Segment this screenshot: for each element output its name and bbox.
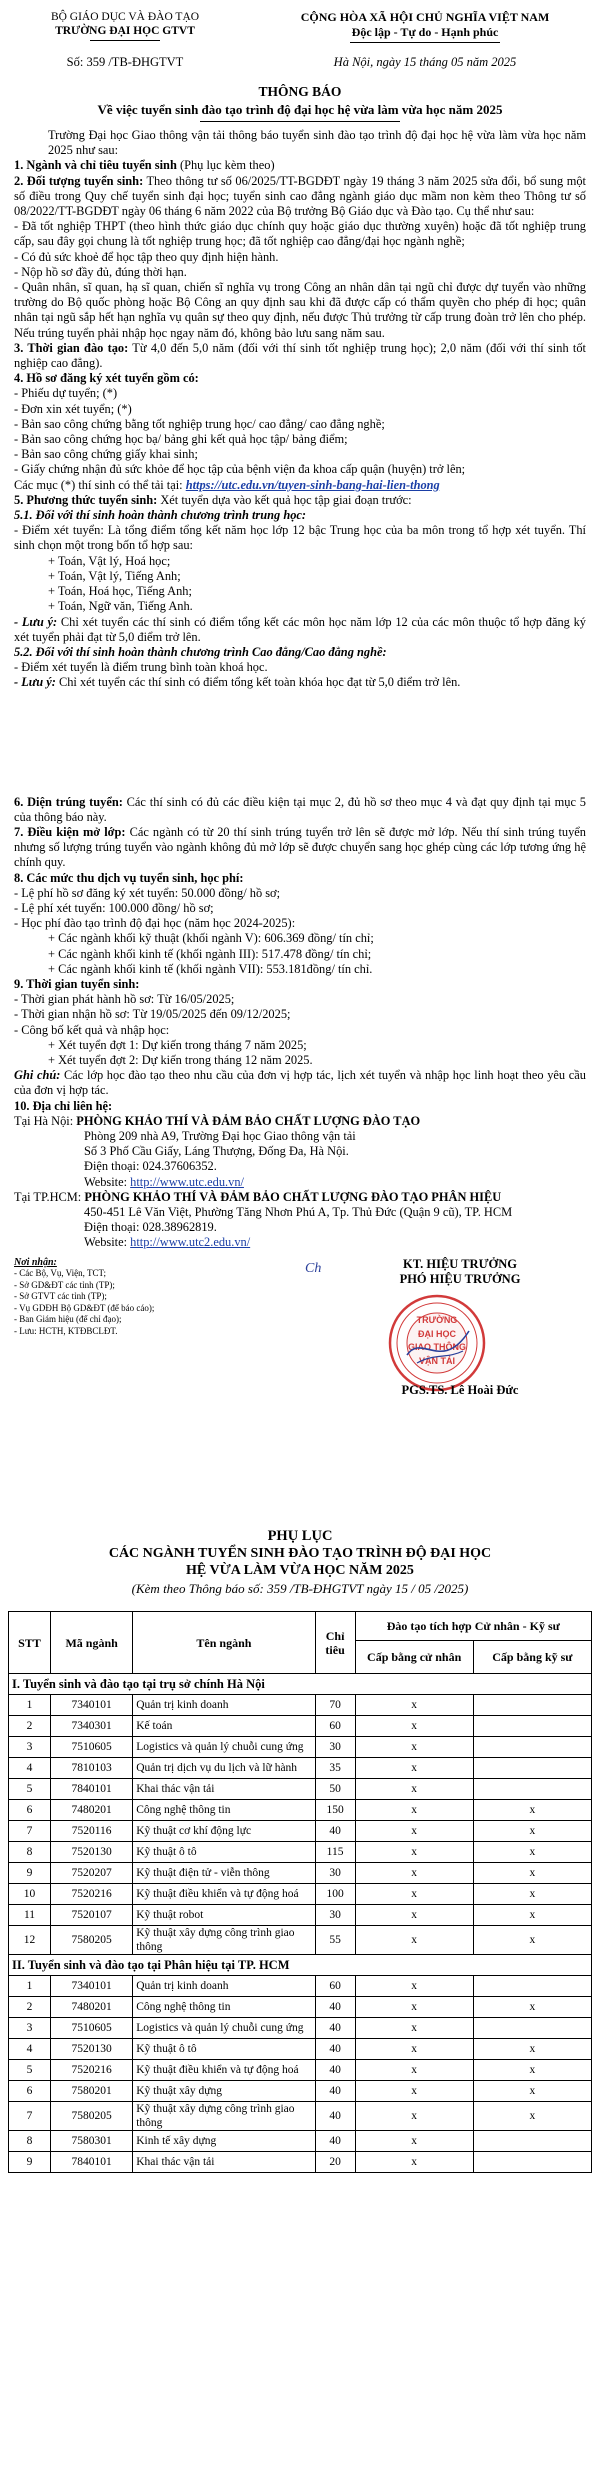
cell-stt: 2 (9, 1716, 51, 1737)
schedule-item: - Thời gian nhận hồ sơ: Từ 19/05/2025 đến 09/12/2025; (14, 1007, 291, 1022)
cell-code: 7520130 (51, 2039, 133, 2060)
cell-stt: 3 (9, 2018, 51, 2039)
cell-name: Kỹ thuật điều khiển và tự động hoá (133, 1884, 315, 1905)
cell-quota: 20 (315, 2152, 355, 2173)
col-header-name: Tên ngành (133, 1612, 315, 1674)
cell-engineer (473, 1716, 591, 1737)
cell-quota: 40 (315, 1997, 355, 2018)
table-row (9, 1821, 592, 1842)
schedule-item: - Công bố kết quả và nhập học: (14, 1022, 170, 1037)
cell-engineer (473, 1758, 591, 1779)
hanoi-prefix: Tại Hà Nội: (14, 1113, 77, 1128)
section-4-item: - Đơn xin xét tuyển; (*) (14, 401, 132, 416)
section-7-text: Các ngành có từ 20 thí sinh trúng tuyển trở lên sẽ được mở lớp. Nếu thí sinh trúng tuyển nhưng số lượng trúng tuyển vào ngành không đủ mở lớp sẽ được chuyển sang học ghép cùng các lớp tương ứng hệ chính quy. (14, 824, 586, 870)
section-2-item: - Có đủ sức khoẻ để học tập theo quy định hiện hành. (14, 249, 279, 264)
cell-engineer (473, 2018, 591, 2039)
cell-bachelor: x (355, 1800, 473, 1821)
col-header-bachelor: Cấp bằng cử nhân (355, 1641, 473, 1674)
section-3-heading: 3. Thời gian đào tạo: (14, 340, 129, 355)
cell-engineer (473, 1976, 591, 1997)
cell-quota: 60 (315, 1976, 355, 1997)
cell-name: Quản trị kinh doanh (133, 1976, 315, 1997)
cell-name: Quản trị dịch vụ du lịch và lữ hành (133, 1758, 315, 1779)
recipient-item: - Sở GTVT các tỉnh (TP); (14, 1291, 107, 1302)
section-5-heading: 5. Phương thức tuyển sinh: (14, 492, 158, 507)
subtitle-divider (200, 121, 400, 122)
website-label: Website: (84, 1174, 131, 1189)
signer-role-1: KT. HIỆU TRƯỞNG (402, 1256, 518, 1271)
section-5 (14, 493, 586, 508)
table-row (9, 2081, 592, 2102)
section-5-2-text: - Điểm xét tuyển là điểm trung bình toàn khoá học. (14, 660, 268, 675)
cell-engineer: x (473, 1884, 591, 1905)
table-row (9, 2018, 592, 2039)
note-text: Chỉ xét tuyển các thí sinh có điểm tổng kết toàn khóa học đạt từ 5,0 điểm trở lên. (55, 675, 461, 690)
tuition-rate: + Các ngành khối kinh tế (khối ngành III): 517.478 đồng/ tín chỉ; (48, 946, 372, 961)
download-link[interactable]: https://utc.edu.vn/tuyen-sinh-bang-hai-lien-thong (185, 477, 440, 492)
table-row (9, 1758, 592, 1779)
note-label: Ghi chú: (14, 1068, 61, 1083)
table-row (9, 1997, 592, 2018)
section-2-item: - Đã tốt nghiệp THPT (theo hình thức giáo dục chính quy hoặc giáo dục thường xuyên) hoặc đã tốt nghiệp trung cấp, sau đây gọi chung là tốt nghiệp trung học; đã tốt nghiệp cao đẳng/đại học ngành nghề; (14, 219, 586, 249)
table-section-row (9, 1674, 592, 1695)
intro-paragraph: Trường Đại học Giao thông vận tải thông báo tuyển sinh đào tạo trình độ đại học hệ vừa làm vừa học năm 2025 như sau: (48, 128, 586, 158)
cell-name: Công nghệ thông tin (133, 1997, 315, 2018)
cell-name: Kỹ thuật xây dựng công trình giao thông (133, 1926, 315, 1955)
header-divider (90, 40, 160, 41)
notice-body (0, 128, 600, 1251)
section-10-heading: 10. Địa chỉ liên hệ: (14, 1098, 113, 1113)
national-motto: Độc lập - Tự do - Hạnh phúc (351, 25, 499, 39)
cell-engineer (473, 1695, 591, 1716)
col-header-engineer: Cấp bằng kỹ sư (473, 1641, 591, 1674)
cell-name: Công nghệ thông tin (133, 1800, 315, 1821)
cell-name: Kỹ thuật ô tô (133, 1842, 315, 1863)
cell-stt: 3 (9, 1737, 51, 1758)
page-break-space (14, 691, 586, 795)
programs-table (8, 1611, 592, 2173)
cell-engineer: x (473, 1926, 591, 1955)
cell-code: 7520107 (51, 1905, 133, 1926)
cell-code: 7510605 (51, 2018, 133, 2039)
cell-engineer: x (473, 2081, 591, 2102)
cell-quota: 150 (315, 1800, 355, 1821)
section-4-item: - Bản sao công chứng bằng tốt nghiệp trung học/ cao đẳng/ cao đẳng nghề; (14, 416, 385, 431)
cell-code: 7520130 (51, 1842, 133, 1863)
cell-bachelor: x (355, 1863, 473, 1884)
cell-code: 7480201 (51, 1800, 133, 1821)
hanoi-contact (14, 1114, 586, 1129)
cell-bachelor: x (355, 2081, 473, 2102)
section-4-item: - Bản sao công chứng học bạ/ bảng ghi kết quả học tập/ bảng điểm; (14, 432, 348, 447)
cell-quota: 40 (315, 2131, 355, 2152)
section-5-1-text: - Điểm xét tuyển: Là tổng điểm tổng kết năm học lớp 12 bậc Trung học của ba môn trong tổ hợp xét tuyển. Thí sinh chọn một trong bốn tổ hợp sau: (14, 523, 586, 553)
cell-stt: 1 (9, 1695, 51, 1716)
cell-engineer: x (473, 1997, 591, 2018)
recipient-item: - Vụ GDĐH Bộ GD&ĐT (để báo cáo); (14, 1302, 155, 1313)
cell-bachelor: x (355, 1884, 473, 1905)
cell-bachelor: x (355, 2018, 473, 2039)
cell-engineer: x (473, 1863, 591, 1884)
cell-quota: 30 (315, 1737, 355, 1758)
fee-item: - Lệ phí xét tuyển: 100.000 đồng/ hồ sơ; (14, 900, 214, 915)
notice-subtitle: Về việc tuyển sinh đào tạo trình độ đại học hệ vừa làm vừa học năm 2025 (97, 102, 503, 117)
table-row (9, 2102, 592, 2131)
appendix-reference: (Kèm theo Thông báo số: 359 /TB-ĐHGTVT ngày 15 / 05 /2025) (131, 1581, 469, 1596)
cell-quota: 70 (315, 1695, 355, 1716)
signer-role-2: PHÓ HIỆU TRƯỞNG (399, 1271, 521, 1286)
table-row (9, 1800, 592, 1821)
cell-quota: 40 (315, 2102, 355, 2131)
recipient-item: - Sở GD&ĐT các tỉnh (TP); (14, 1279, 115, 1290)
national-heading (260, 10, 590, 43)
cell-quota: 30 (315, 1863, 355, 1884)
col-header-quota: Chỉ tiêu (315, 1612, 355, 1674)
section-4-heading: 4. Hồ sơ đăng ký xét tuyển gồm có: (14, 371, 199, 386)
section-8-heading: 8. Các mức thu dịch vụ tuyển sinh, học phí: (14, 870, 244, 885)
cell-bachelor: x (355, 1905, 473, 1926)
table-row (9, 1905, 592, 1926)
cell-code: 7340101 (51, 1695, 133, 1716)
cell-name: Kỹ thuật điều khiển và tự động hoá (133, 2060, 315, 2081)
cell-stt: 9 (9, 1863, 51, 1884)
cell-quota: 60 (315, 1716, 355, 1737)
notice-title: THÔNG BÁO (258, 84, 342, 99)
recipients-list (14, 1257, 264, 1338)
tuition-rate: + Các ngành khối kinh tế (khối ngành VII): 553.181đồng/ tín chỉ. (48, 961, 373, 976)
cell-engineer (473, 1779, 591, 1800)
cell-name: Logistics và quản lý chuỗi cung ứng (133, 2018, 315, 2039)
section-3 (14, 341, 586, 371)
cell-engineer: x (473, 1821, 591, 1842)
subject-combo: + Toán, Vật lý, Tiếng Anh; (48, 568, 181, 583)
cell-name: Kế toán (133, 1716, 315, 1737)
section-2-text: Theo thông tư số 06/2025/TT-BGDĐT ngày 19 tháng 3 năm 2025 sửa đổi, bổ sung một số điều trong Quy chế tuyển sinh đại học; tuyển sinh cao đẳng ngành giáo dục mầm non kèm theo Thông tư số 08/2022/TT-BGDĐT ngày 06 tháng 6 năm 2022 của Bộ trưởng Bộ Giáo dục và Đào tạo. Cụ thể như sau: (14, 173, 586, 219)
section-4-item: - Giấy chứng nhận đủ sức khỏe để học tập của bệnh viện đa khoa cấp quận (huyện) trở lên; (14, 462, 466, 477)
fee-item: - Học phí đào tạo trình độ đại học (năm học 2024-2025): (14, 916, 296, 931)
cell-stt: 8 (9, 1842, 51, 1863)
note-label: - Lưu ý: (14, 675, 56, 690)
recipient-item: - Ban Giám hiệu (để chỉ đạo); (14, 1314, 122, 1325)
tuition-rate: + Các ngành khối kỹ thuật (khối ngành V): 606.369 đồng/ tín chỉ; (48, 931, 374, 946)
motto-divider (350, 42, 500, 43)
cell-quota: 40 (315, 2081, 355, 2102)
recipient-item: - Các Bộ, Vụ, Viện, TCT; (14, 1268, 106, 1279)
table-section-title: I. Tuyển sinh và đào tạo tại trụ sở chính Hà Nội (9, 1674, 592, 1695)
cell-bachelor: x (355, 1842, 473, 1863)
table-row (9, 1737, 592, 1758)
appendix-title: PHỤ LỤC (267, 1528, 333, 1544)
cell-name: Kỹ thuật robot (133, 1905, 315, 1926)
table-row (9, 1926, 592, 1955)
stamp-line: ĐẠI HỌC (418, 1328, 456, 1339)
col-header-code: Mã ngành (51, 1612, 133, 1674)
cell-engineer: x (473, 1842, 591, 1863)
cell-code: 7580205 (51, 2102, 133, 2131)
section-9-note (14, 1068, 586, 1098)
hcm-office: PHÒNG KHẢO THÍ VÀ ĐẢM BẢO CHẤT LƯỢNG ĐÀO TẠO PHÂN HIỆU (84, 1189, 502, 1204)
table-row (9, 1884, 592, 1905)
col-header-group: Đào tạo tích hợp Cử nhân - Kỹ sư (355, 1612, 591, 1641)
cell-name: Logistics và quản lý chuỗi cung ứng (133, 1737, 315, 1758)
fee-item: - Lệ phí hồ sơ đăng ký xét tuyển: 50.000 đồng/ hồ sơ; (14, 885, 281, 900)
section-5-1-heading: 5.1. Đối với thí sinh hoàn thành chương trình trung học: (14, 508, 307, 523)
cell-code: 7520207 (51, 1863, 133, 1884)
section-2-item: - Quân nhân, sĩ quan, hạ sĩ quan, chiến sĩ nghĩa vụ trong Công an nhân dân tại ngũ chỉ được dự tuyển vào những trường do Bộ quốc phòng hoặc Bộ Công an quy định sau khi đã được cấp có thẩm quyền cho phép đi học; quân nhân tại ngũ sắp hết hạn nghĩa vụ quân sự theo quy định, nếu được Thủ trưởng từ cấp trung đoàn trở lên cho phép. Nếu trúng tuyển phải nhập học ngay năm đó, không bảo lưu sang năm sau. (14, 280, 586, 340)
table-row (9, 2152, 592, 2173)
cell-stt: 10 (9, 1884, 51, 1905)
cell-stt: 5 (9, 2060, 51, 2081)
cell-stt: 4 (9, 2039, 51, 2060)
table-row (9, 1695, 592, 1716)
cell-bachelor: x (355, 2152, 473, 2173)
appendix-subtitle: HỆ VỪA LÀM VỪA HỌC NĂM 2025 (186, 1563, 414, 1578)
section-2 (14, 174, 586, 220)
cell-bachelor: x (355, 1695, 473, 1716)
document-number: Số: 359 /TB-ĐHGTVT (66, 55, 184, 69)
table-row (9, 1976, 592, 1997)
section-1 (14, 158, 586, 173)
header-meta (0, 43, 600, 70)
cell-bachelor: x (355, 2131, 473, 2152)
hanoi-website (14, 1175, 586, 1190)
cell-engineer: x (473, 2060, 591, 2081)
note-text: Chỉ xét tuyển các thí sinh có điểm tổng kết các môn học năm lớp 12 của các môn thuộc tổ hợp đăng ký xét tuyển phải đạt từ 5,0 điểm trở lên. (14, 614, 586, 644)
section-5-1-note (14, 615, 586, 645)
cell-stt: 6 (9, 1800, 51, 1821)
table-row (9, 2039, 592, 2060)
table-row (9, 1863, 592, 1884)
table-row (9, 2131, 592, 2152)
cell-engineer: x (473, 2102, 591, 2131)
section-4-note (14, 478, 586, 493)
schedule-item: - Thời gian phát hành hồ sơ: Từ 16/05/2025; (14, 992, 235, 1007)
note-text: Các lớp học đào tạo theo nhu cầu của đơn vị hợp tác, lịch xét tuyển và nhập học linh hoạt theo yêu cầu của đơn vị hợp tác. (14, 1068, 586, 1098)
cell-code: 7580301 (51, 2131, 133, 2152)
page-separator (0, 1480, 600, 1510)
cell-name: Kỹ thuật xây dựng (133, 2081, 315, 2102)
appendix-page (0, 1510, 600, 2472)
cell-stt: 2 (9, 1997, 51, 2018)
cell-engineer: x (473, 2039, 591, 2060)
programs-table-body (9, 1674, 592, 2173)
cell-bachelor: x (355, 2039, 473, 2060)
table-row (9, 1842, 592, 1863)
cell-stt: 6 (9, 2081, 51, 2102)
section-3-text: Từ 4,0 đến 5,0 năm (đối với thí sinh tốt nghiệp trung học); 2,0 năm (đối với thí sinh tốt nghiệp cao đẳng). (14, 340, 586, 371)
cell-quota: 40 (315, 2060, 355, 2081)
stamp-line: GIAO THÔNG (408, 1341, 466, 1352)
cell-bachelor: x (355, 1821, 473, 1842)
cell-stt: 4 (9, 1758, 51, 1779)
cell-quota: 55 (315, 1926, 355, 1955)
cell-code: 7340301 (51, 1716, 133, 1737)
section-5-2-note (14, 675, 586, 690)
hanoi-address-line: Phòng 209 nhà A9, Trường Đại học Giao thông vận tải (84, 1128, 356, 1143)
cell-bachelor: x (355, 1716, 473, 1737)
section-2-heading: 2. Đối tượng tuyển sinh: (14, 173, 144, 188)
website-label: Website: (84, 1235, 131, 1250)
signature-area (0, 1257, 600, 1417)
cell-quota: 100 (315, 1884, 355, 1905)
hcm-prefix: Tại TP.HCM: (14, 1189, 85, 1204)
cell-code: 7510605 (51, 1737, 133, 1758)
cell-code: 7340101 (51, 1976, 133, 1997)
stamp-line: TRƯỜNG (416, 1314, 458, 1325)
cell-quota: 40 (315, 2039, 355, 2060)
section-5-text: Xét tuyển dựa vào kết quả học tập giai đoạn trước: (157, 492, 412, 507)
subject-combo: + Toán, Hoá học, Tiếng Anh; (48, 584, 192, 599)
table-row (9, 2060, 592, 2081)
cell-name: Kỹ thuật điện tử - viễn thông (133, 1863, 315, 1884)
cell-stt: 12 (9, 1926, 51, 1955)
cell-code: 7580201 (51, 2081, 133, 2102)
table-section-row (9, 1955, 592, 1976)
table-row (9, 1716, 592, 1737)
hanoi-address-line: Số 3 Phố Cầu Giấy, Láng Thượng, Đống Đa, Hà Nội. (84, 1144, 349, 1159)
admission-round: + Xét tuyển đợt 1: Dự kiến trong tháng 7 năm 2025; (48, 1037, 307, 1052)
cell-bachelor: x (355, 1926, 473, 1955)
cell-name: Kinh tế xây dựng (133, 2131, 315, 2152)
cell-quota: 30 (315, 1905, 355, 1926)
cell-engineer (473, 2152, 591, 2173)
table-row (9, 1779, 592, 1800)
note-label: - Lưu ý: (14, 614, 58, 629)
section-7-heading: 7. Điều kiện mở lớp: (14, 824, 126, 839)
cell-quota: 40 (315, 2018, 355, 2039)
hanoi-website-link[interactable]: http://www.utc.edu.vn/ (130, 1174, 244, 1189)
signer-name: PGS.TS. Lê Hoài Đức (401, 1382, 519, 1397)
cell-engineer (473, 2131, 591, 2152)
cell-quota: 40 (315, 1821, 355, 1842)
cell-code: 7520116 (51, 1821, 133, 1842)
appendix-subtitle: CÁC NGÀNH TUYỂN SINH ĐÀO TẠO TRÌNH ĐỘ ĐẠI HỌC (108, 1546, 492, 1561)
cell-name: Quản trị kinh doanh (133, 1695, 315, 1716)
col-header-stt: STT (9, 1612, 51, 1674)
signature-block (340, 1256, 580, 1397)
recipients-heading: Nơi nhận: (14, 1256, 57, 1268)
cell-code: 7840101 (51, 2152, 133, 2173)
cell-engineer: x (473, 1800, 591, 1821)
cell-stt: 5 (9, 1779, 51, 1800)
cell-bachelor: x (355, 1758, 473, 1779)
section-6-heading: 6. Diện trúng tuyển: (14, 794, 123, 809)
section-1-text: (Phụ lục kèm theo) (176, 158, 275, 173)
subject-combo: + Toán, Vật lý, Hoá học; (48, 553, 171, 568)
hcm-website (14, 1235, 586, 1250)
cell-engineer: x (473, 1905, 591, 1926)
cell-bachelor: x (355, 2060, 473, 2081)
stamp-line: VẬN TẢI (419, 1355, 455, 1366)
hanoi-phone: Điện thoại: 024.37606352. (84, 1159, 217, 1174)
cell-code: 7580205 (51, 1926, 133, 1955)
cell-stt: 8 (9, 2131, 51, 2152)
document-date: Hà Nội, ngày 15 tháng 05 năm 2025 (333, 55, 517, 69)
section-4-item: - Bản sao công chứng giấy khai sinh; (14, 447, 198, 462)
cell-code: 7520216 (51, 2060, 133, 2081)
section-7 (14, 825, 586, 871)
cell-bachelor: x (355, 1779, 473, 1800)
section-1-heading: 1. Ngành và chỉ tiêu tuyển sinh (14, 158, 177, 173)
cell-bachelor: x (355, 1976, 473, 1997)
cell-code: 7810103 (51, 1758, 133, 1779)
cell-name: Khai thác vận tải (133, 2152, 315, 2173)
official-stamp-icon (387, 1293, 487, 1393)
cell-quota: 35 (315, 1758, 355, 1779)
cell-quota: 115 (315, 1842, 355, 1863)
country-name: CỘNG HÒA XÃ HỘI CHỦ NGHĨA VIỆT NAM (300, 10, 550, 24)
issuing-organization (10, 10, 240, 43)
cell-stt: 9 (9, 2152, 51, 2173)
subject-combo: + Toán, Ngữ văn, Tiếng Anh. (48, 599, 193, 614)
hcm-contact (14, 1190, 586, 1205)
cell-stt: 1 (9, 1976, 51, 1997)
ministry-name: BỘ GIÁO DỤC VÀ ĐÀO TẠO (50, 11, 200, 23)
table-section-title: II. Tuyển sinh và đào tạo tại Phân hiệu tại TP. HCM (9, 1955, 592, 1976)
cell-stt: 11 (9, 1905, 51, 1926)
cell-code: 7520216 (51, 1884, 133, 1905)
cell-bachelor: x (355, 1737, 473, 1758)
admission-round: + Xét tuyển đợt 2: Dự kiến trong tháng 12 năm 2025. (48, 1052, 313, 1067)
section-6-text: Các thí sinh có đủ các điều kiện tại mục 2, đủ hồ sơ theo mục 4 và đạt quy định tại mục 5 của thông báo này. (14, 794, 587, 824)
cell-code: 7840101 (51, 1779, 133, 1800)
hanoi-office: PHÒNG KHẢO THÍ VÀ ĐẢM BẢO CHẤT LƯỢNG ĐÀO TẠO (76, 1113, 421, 1128)
cell-stt: 7 (9, 2102, 51, 2131)
approval-initials: Ch (305, 1260, 322, 1276)
cell-code: 7480201 (51, 1997, 133, 2018)
cell-stt: 7 (9, 1821, 51, 1842)
document-header (0, 0, 600, 43)
cell-engineer (473, 1737, 591, 1758)
section-4-item: - Phiếu dự tuyển; (*) (14, 386, 118, 401)
section-6 (14, 795, 586, 825)
hcm-phone: Điện thoại: 028.38962819. (84, 1220, 217, 1235)
cell-name: Kỹ thuật xây dựng công trình giao thông (133, 2102, 315, 2131)
university-name: TRƯỜNG ĐẠI HỌC GTVT (55, 25, 195, 37)
hcm-address-line: 450-451 Lê Văn Việt, Phường Tăng Nhơn Phú A, Tp. Thủ Đức (Quận 9 cũ), TP. HCM (84, 1205, 513, 1219)
cell-name: Kỹ thuật ô tô (133, 2039, 315, 2060)
cell-name: Kỹ thuật cơ khí động lực (133, 1821, 315, 1842)
hcm-website-link[interactable]: http://www.utc2.edu.vn/ (130, 1235, 251, 1250)
section-5-2-heading: 5.2. Đối với thí sinh hoàn thành chương trình Cao đẳng/Cao đẳng nghề: (14, 644, 387, 659)
section-9-heading: 9. Thời gian tuyển sinh: (14, 976, 140, 991)
cell-name: Khai thác vận tải (133, 1779, 315, 1800)
recipient-item: - Lưu: HCTH, KTĐBCLĐT. (14, 1325, 118, 1336)
cell-bachelor: x (355, 2102, 473, 2131)
cell-quota: 50 (315, 1779, 355, 1800)
section-2-item: - Nộp hồ sơ đầy đủ, đúng thời hạn. (14, 264, 187, 279)
cell-bachelor: x (355, 1997, 473, 2018)
download-note: Các mục (*) thí sinh có thể tải tại: (14, 477, 186, 492)
